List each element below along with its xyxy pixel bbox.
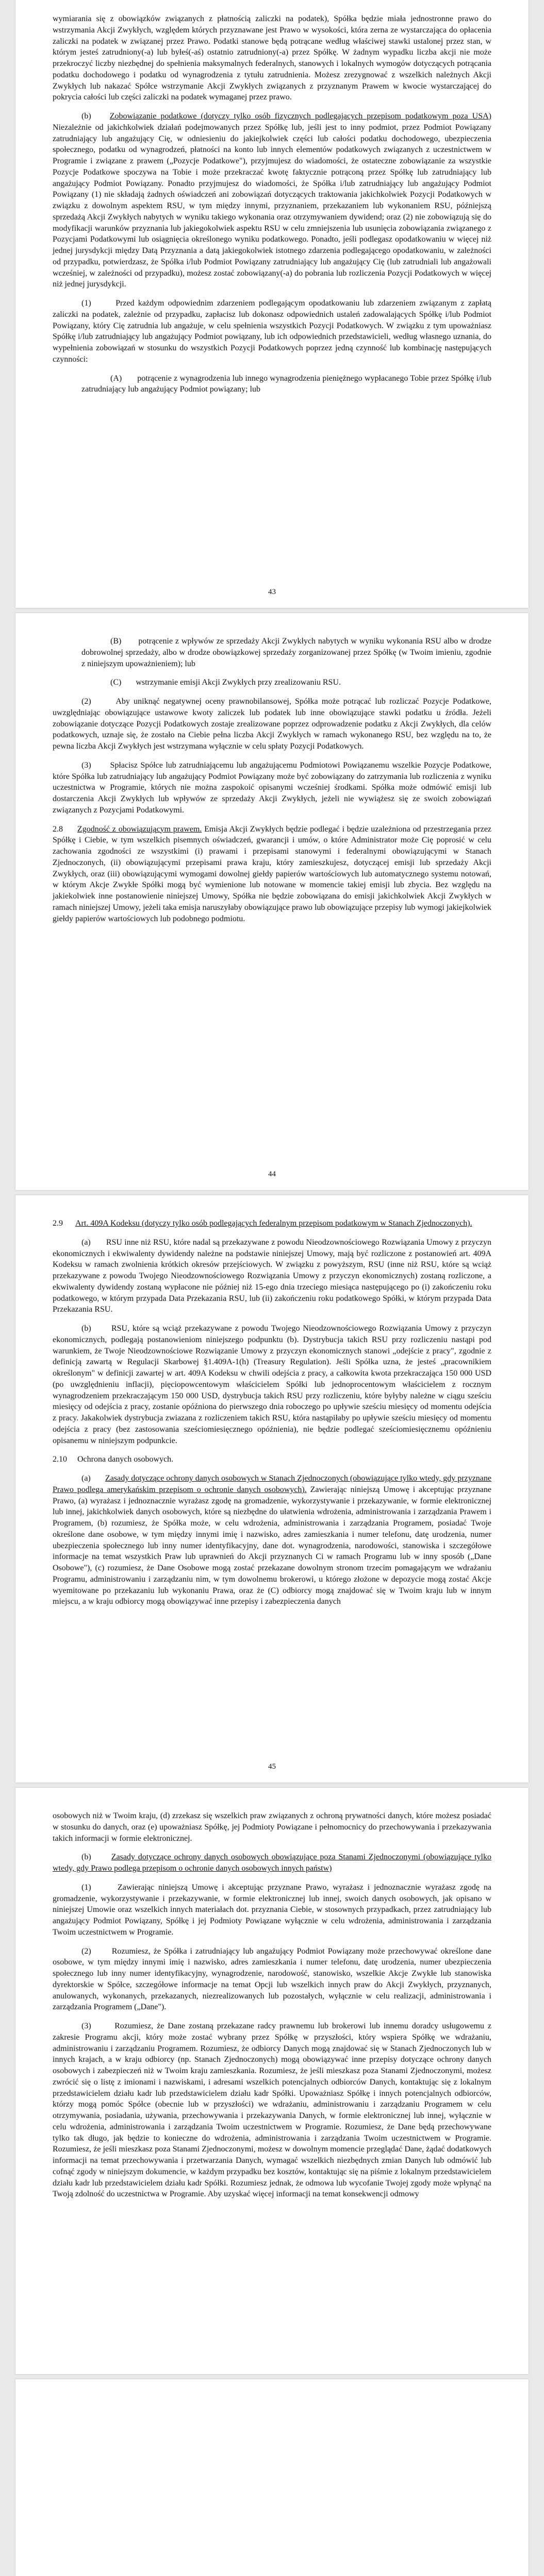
paragraph-withholding-continued: wymiarania się z obowiązków związanych z płatnością zaliczki na podatek), Spółka będzie miała jednostronne prawo do wstrzymania Akcji Zwykłych, względem których przyznawane jest Prawo w wysokości, która zerna ze wystarczająca do opłacenia zaliczki na podatek w związanej przez Prawo. Podatki stanowe będą potrącane według właściwej stawki ustalonej przez stan, w którym jesteś zatrudniony(-a) lub byłeś(-aś) ostatnio zatrudniony(-a) przez Spółkę. W żadnym wypadku liczba akcji nie może przekroczyć liczby niezbędnej do spełnienia maksymalnych federalnych, stanowych i lokalnych wymogów dotyczących potrącania podatku dochodowego i podatku od wynagrodzenia z tytułu zatrudnienia. Możesz zrezygnować z wszelkich należnych Akcji Zwykłych lub nakazać Spółce wstrzymanie Akcji Zwykłych związanych z przyznanym Prawem w kwocie wystarczającej do pokrycia całości lub części zaliczki na podatek wymaganej przez prawo.	[53, 14, 491, 102]
paragraph-item-3	[53, 760, 491, 816]
item-label-b: (b)	[81, 112, 91, 121]
paragraph-tax-liability	[53, 111, 491, 290]
section-title-compliance: Zgodność z obowiązującym prawem.	[77, 824, 202, 834]
item-label-b: (b)	[81, 1853, 91, 1862]
document-page-43	[15, 0, 529, 608]
paragraph-text: wstrzymanie emisji Akcji Zwykłych przy zrealizowaniu RSU.	[136, 678, 341, 687]
paragraph-409a-b	[53, 1323, 491, 1446]
document-page-continuation	[15, 2379, 529, 2576]
page-number: 44	[268, 1170, 276, 1178]
section-title-non-us-data: Zasady dotyczące ochrony danych osobowych obowiązujące poza Stanami Zjednoczonymi (obowiązujące tylko wtedy, gdy Prawo podlega przepisom o ochronie danych osobowych innych państw)	[53, 1853, 491, 1873]
item-label-3: (3)	[81, 2022, 91, 2030]
section-2-8	[53, 824, 491, 925]
section-title-409a: Art. 409A Kodeksu (dotyczy tylko osób podlegających federalnym przepisom podatkowym w Stanach Zjednoczonych).	[75, 1219, 472, 1228]
paragraph-data-item-2	[53, 1946, 491, 2013]
paragraph-data-non-us-heading	[53, 1852, 491, 1874]
paragraph-item-C	[53, 677, 491, 688]
paragraph-data-us	[53, 1473, 491, 1607]
item-label-3: (3)	[81, 760, 91, 770]
section-number-2-9: 2.9	[53, 1219, 63, 1228]
item-label-b: (b)	[81, 1324, 91, 1333]
paragraph-item-A	[53, 373, 491, 396]
paragraph-text: Aby uniknąć negatywnej oceny prawnobilansowej, Spółka może potrącać lub rozliczać Pozycje Podatkowe, uwzględniając obowiązujące ustawowe kwoty zaliczek lub podatek lub inne obowiązujące stawki podatku u źródła. Jeżeli zobowiązanie dotyczące Pozycji Podatkowych zostaje zrealizowane poprzez odprowadzenie podatku z Akcji Zwykłych, dla celów podatkowych, uznaje się, że zostało na Ciebie pełna liczba Akcji Zwykłych w ramach wykonanego RSU, bez względu na to, że pewna liczba Akcji Zwykłych jest wstrzymana wyłącznie w celu spłaty Pozycji Podatkowych.	[53, 697, 492, 751]
paragraph-item-B	[53, 636, 491, 669]
item-label-A: (A)	[110, 374, 122, 383]
paragraph-text: potrącenie z wpływów ze sprzedaży Akcji Zwykłych nabytych w wyniku wykonania RSU albo w drodze dobrowolnej sprzedaży, albo w drodze obowiązkowej sprzedaży zorganizowanej przez Spółkę (w Twoim imieniu, zgodnie z niniejszym upoważnieniem); lub	[81, 637, 492, 668]
item-label-B: (B)	[110, 637, 122, 646]
paragraph-text: RSU, które są wciąż przekazywane z powodu Twojego Nieodzownościowego Rozwiązania Umowy z przyczyn ekonomicznych, podlegają postanowieniom niniejszego podpunktu (b). Dystrybucja takich RSU przy rozliczeniu nastąpi pod warunkiem, że Twoje Nieodzownościowe Rozwiązanie Umowy z przyczyn ekonomicznych stanowi „odejście z pracy", zgodnie z definicją zawartą w Regulacji Skarbowej §1.409A-1(h) (Treasury Regulation). Jeśli Spółka uzna, że jesteś „pracownikiem określonym" w definicji zawartej w art. 409A Kodeksu w chwili odejścia z pracy, a całkowita kwota przekraczająca 150 000 USD (po uwzględnieniu inflacji), pięciopowcentowym właścicielem Spółki lub jednoprocentowym właścicielem z rocznym wynagrodzeniem przekraczającym 150 000 USD, dystrybucja takich RSU przy rozliczeniu, które byłyby należne w ciągu sześciu miesięcy od odejścia z pracy, zostanie opóźniona do pierwszego dnia roboczego po upływie sześciu miesięcy od momentu odejścia z pracy. Jakakolwiek dystrybucja zwiazana z rozliczeniem takich RSU, która nastąpiłaby po upływie sześciu miesięcy od momentu odejścia z pracy (bez zastosowania sześciomiesięcznego opóźnienia), nie będzie podlegać sześciomiesięcznemu opóźnieniu opisanemu w niniejszym podpunkcie.	[53, 1324, 491, 1445]
item-label-1: (1)	[81, 1883, 91, 1892]
section-2-9-heading	[53, 1218, 491, 1229]
paragraph-text: Emisja Akcji Zwykłych będzie podlegać i będzie uzależniona od przestrzegania przez Spółkę i Ciebie, w tym wszelkich pisemnych oświadczeń, gwarancji i umów, o które Administrator może Cię poprosić w celu zachowania zgodności ze wszystkimi (i) prawami i przepisami stanowymi i federalnymi obowiązującymi w Stanach Zjednoczonych, (ii) obowiązującymi przepisami prawa kraju, który zamieszkujesz, dotyczącej emisji lub sprzedaży Akcji Zwykłych, oraz (iii) obowiązującymi wymogami dowolnej giełdy papierów wartościowych lub automatycznego systemu notowań, w którym Akcje Zwykłe Spółki mogą być wymienione lub notowane w momencie takiej emisji lub zbycia. Bez względu na jakiekolwiek inne postanowienie niniejszej Umowy, Spółka nie będzie zobowiązana do emisji jakichkolwiek Akcji Zwykłych w ramach niniejszej Umowy, jeżeli taka emisja naruszyłaby obowiązujące prawo lub obowiązujące przepisy lub wymogi jakiejkolwiek giełdy papierów wartościowych lub podobnego podmiotu.	[53, 824, 492, 923]
section-number-2-8: 2.8	[53, 824, 63, 834]
paragraph-text: Niezależnie od jakichkolwiek działań podejmowanych przez Spółkę lub, jeśli jest to inny podmiot, przez Podmiot Powiązany zatrudniający lub angażujący Cię, w odniesieniu do jakiejkolwiek części lub całości podatku dochodowego, ubezpieczenia społecznego, podatku od wynagrodzeń, płatności na konto lub innych elementów podatkowych związanych z uczestnictwem w Programie i związane z prawem („Pozycje Podatkowe"), przyjmujesz do wiadomości, że ostateczne zobowiązanie za wszystkie Pozycje Podatkowe spoczywa na Tobie i może przekraczać kwotę faktycznie potrąconą przez Spółkę lub zatrudniający lub angażujący Podmiot Powiązany. Ponadto przyjmujesz do wiadomości, że Spółka i/lub zatrudniający lub angażujący Podmiot Powiązany (1) nie składają żadnych oświadczeń ani zobowiązań dotyczących traktowania jakichkolwiek Pozycji Podatkowych w związku z dowolnym aspektem RSU, w tym między innymi, przyznaniem, przekazaniem lub wykonaniem RSU, późniejszą sprzedażą Akcji Zwykłych nabytych w wyniku takiego wykonania oraz otrzymywaniem dywidend; oraz (2) nie zobowiązują się do modyfikacji warunków przyznania lub jakiegokolwiek aspektu RSU w celu zmniejszenia lub usunięcia zobowiązania związanego z Pozycjami Podatkowymi lub osiągnięcia określonego wyniku podatkowego. Ponadto, jeśli podlegasz opodatkowaniu w więcej niż jednej jurysdykcji między Datą Przyznania a datą jakiegokolwiek istotnego zdarzenia podlegającego opodatkowaniu, w zależności od przypadku, potwierdzasz, że Spółka i/lub Podmiot Powiązany zatrudniający lub angażujący Cię (lub zatrudniali lub angażowali wcześniej, w zależności od przypadku), możesz zostać zobowiązany(-a) do pobrania lub rozliczenia Pozycji Podatkowych w więcej niż jednej jurysdykcji.	[53, 123, 491, 289]
section-number-2-10: 2.10	[53, 1455, 67, 1464]
item-label-a: (a)	[81, 1474, 91, 1483]
paragraph-item-2	[53, 696, 491, 752]
paragraph-text: potrącenie z wynagrodzenia lub innego wynagrodzenia pieniężnego wypłacanego Tobie przez Spółkę i/lub zatrudniający lub angażujący Podmiot powiązany; lub	[81, 374, 492, 394]
item-label-2: (2)	[81, 697, 91, 706]
section-2-10-heading	[53, 1454, 491, 1465]
document-page-46	[15, 1788, 529, 2374]
paragraph-409a-a	[53, 1237, 491, 1315]
page-number: 45	[268, 1762, 276, 1771]
page-number: 43	[268, 588, 276, 596]
paragraph-text: RSU inne niż RSU, które nadal są przekazywane z powodu Nieodzownościowego Rozwiązania Umowy z przyczyn ekonomicznych i ekwiwalenty dywidendy należne na podstawie niniejszej Umowy, mają być rozliczone z postanowień art. 409A Kodeksu w ramach zwolnienia krótkich okresów przejściowych. W związku z powyższym, RSU (inne niż RSU, które są wciąż przekazywane z powodu Twojego Nieodzownościowego Rozwiązania Umowy z przyczyn ekonomicznych) zostaną rozliczone, a ekwiwalenty dywidendy zostaną wypłacone nie później niż 15-ego dnia trzeciego miesiąca następującego po (i) zakończeniu roku podatkowego, w którym przypada Data Przekazania RSU, lub (ii) zakończeniu roku podatkowego Spółki, w którym przypada Data Przekazania RSU.	[53, 1238, 492, 1314]
paragraph-text: Przed każdym odpowiednim zdarzeniem podlegającym opodatkowaniu lub zdarzeniem związanym z zapłatą zaliczki na podatek, zależnie od przypadku, zapłacisz lub dokonasz odpowiednich ustaleń zadowalających Spółkę i/lub Podmiot Powiązany, który Cię zatrudnia lub angażuje, w celu spełnienia wszystkich Pozycji Podatkowych. W związku z tym upoważniasz Spółkę i/lub zatrudniający lub angażujący Podmiot powiązany, lub ich odpowiednich przedstawicieli, według własnego uznania, do wypełnienia zobowiązań w stosunku do wszystkich Pozycji Podatkowych poprzez jedną czynność lub kombinację następujących czynności:	[53, 299, 492, 364]
paragraph-data-item-3	[53, 2021, 491, 2200]
paragraph-text: Zawierając niniejszą Umowę i akceptując przyznane Prawo, wyrażasz i jednoznacznie wyrażasz zgodę na gromadzenie, wykorzystywanie i przekazywanie, w formie elektronicznej lub innej, swoich danych osobowych, jak opisano w niniejszej Umowie oraz wszelkich innych materiałach dot. przyznania Ciebie, w stosownych przypadkach, przez zatrudniający lub angażujący Podmiot Powiązany, Spółkę i jej Podmioty Powiązane wyłącznie w celu wdrożenia, administrowania i zarządzania Twoim uczestnictwem w Programie.	[53, 1883, 491, 1937]
section-title-data-protection: Ochrona danych osobowych.	[77, 1455, 174, 1464]
item-label-a: (a)	[81, 1238, 91, 1247]
document-page-45	[15, 1195, 529, 1783]
item-label-1: (1)	[81, 299, 91, 308]
item-label-2: (2)	[81, 1946, 91, 1956]
paragraph-item-1	[53, 298, 491, 365]
section-title-us-data: Zasady dotyczące ochrony danych osobowych w Stanach Zjednoczonych (obowiązujące tylko wtedy, gdy przyznane Prawo podlega amerykańskim przepisom o ochronie danych osobowych).	[53, 1474, 492, 1494]
paragraph-text: Spłacisz Spółce lub zatrudniającemu lub angażującemu Podmiotowi Powiązanemu wszelkie Pozycje Podatkowe, które Spółka lub zatrudniający lub angażujący Podmiot Powiązany może być zobowiązany do zatrzymania lub rozliczenia z wyniku uczestnictwa w Programie, których nie można zaspokoić opisanymi wcześniej środkami. Spółka może odmówić emisji lub dostarczenia Akcji Zwykłych lub wpływów ze sprzedaży Akcji Zwykłych, jeżeli nie wywiążesz się ze swoich zobowiązań związanych z Pozycjami Podatkowymi.	[53, 760, 492, 815]
paragraph-data-us-continued: osobowych niż w Twoim kraju, (d) zrzekasz się wszelkich praw związanych z ochroną prywatności danych, które możesz posiadać w stosunku do danych, oraz (e) upoważniasz Spółkę, jej Podmioty Powiązane i pełnomocnicy do przechowywania i przekazywania takich informacji w formie elektronicznej.	[53, 1811, 491, 1843]
paragraph-text: Rozumiesz, że Dane zostaną przekazane radcy prawnemu lub brokerowi lub innemu doradcy usługowemu z zakresie Programu akcji, który może zostać wybrany przez Spółkę w przyszłości, który wspiera Spółkę we wdrażaniu, administrowaniu i zarządzaniu Programem. Rozumiesz, że odbiorcy Danych mogą znajdować się w Stanach Zjednoczonych lub w innych krajach, a w kraju odbiorcy (np. Stanach Zjednoczonych) mogą obowiązywać inne przepisy dotyczące ochrony danych osobowych i zabezpieczeń niż w Twoim kraju zamieszkania. Rozumiesz, że jeśli mieszkasz poza Stanami Zjednoczonymi, możesz zwrócić się o listę z imionami i nazwiskami, i adresami wszelkich potencjalnych odbiorców Danych, kontaktując się z lokalnym przedstawicielem działu kadr lub przedstawicielem działu kadr Spółki. Upoważniasz Spółkę i innych potencjalnych odbiorców, którzy mogą pomóc Spółce (obecnie lub w przyszłości) we wdrażaniu, administrowaniu i zarządzaniu Programem w celu otrzymywania, posiadania, używania, przechowywania i przekazywania Danych, w formie elektronicznej lub innej, wyłącznie w celu wdrożenia, administrowania i zarządzania Twoim uczestnictwem w Programie. Rozumiesz, że Dane będą przechowywane tylko tak długo, jak będzie to konieczne do wdrożenia, administrowania i zarządzania Twoim uczestnictwem w Programie. Rozumiesz, że jeśli mieszkasz poza Stanami Zjednoczonymi, możesz w dowolnym momencie przeglądać Dane, żądać dodatkowych informacji na temat przechowywania i przetwarzania Danych, wymagać wszelkich niezbędnych zmian Danych lub odmówić lub cofnąć zgody w niniejszym dokumencie, w każdym przypadku bez kosztów, kontaktując się na piśmie z lokalnym przedstawicielem działu kadr lub przedstawicielem działu kadr Spółki. Rozumiesz jednak, że odmowa lub wycofanie Twojej zgody może wpłynąć na Twoją zdolność do uczestnictwa w Programie. Aby uzyskać więcej informacji na temat konsekwencji odmowy	[53, 2022, 492, 2199]
document-page-44	[15, 613, 529, 1190]
paragraph-data-item-1	[53, 1882, 491, 1938]
paragraph-text: Zawierając niniejszą Umowę i akceptując przyznane Prawo, (a) wyrażasz i jednoznacznie wyrażasz zgodę na gromadzenie, wykorzystywanie i przekazywanie, w formie elektronicznej lub innej, jakichkolwiek danych osobowych, które są niezbędne do ułatwienia wdrożenia, administrowania i zarządzania Prawem i Programem, (b) rozumiesz, że Spółka może, w celu wdrożenia, administrowania i zarządzania Programem, posiadać Twoje określone dane osobowe, w tym między innymi imię i nazwisko, adres zamieszkania i numer telefonu, datę urodzenia, numer ubezpieczenia społecznego lub inny numer identyfikacyjny, dane dot. wynagrodzenia, narodowości, stanowiska i szczegółowe informacje na temat wszystkich Praw lub uprawnień do Akcji przyznanych Ci w ramach Programu lub w inny sposób („Dane Osobowe"), (c) rozumiesz, że Dane Osobowe mogą zostać przekazane dowolnym stronom trzecim pomagającym we wdrażaniu Programu, administrowaniu i zarządzaniu nim, w tym dowolnemu brokerowi, u którego złożone w depozycie mogą zostać Akcje wyemitowane po przekazaniu lub wykonaniu Prawa, oraz że (C) odbiorcy mogą znajdować się w Twoim kraju lub w innym miejscu, a w kraju odbiorcy mogą obowiązywać inne przepisy i zabezpieczenia danych	[53, 1485, 492, 1606]
section-title-tax-liability: Zobowiązanie podatkowe (dotyczy tylko osób fizycznych podlegających przepisom podatkowym poza USA)	[109, 112, 491, 121]
item-label-C: (C)	[110, 678, 122, 687]
paragraph-text: Rozumiesz, że Spółka i zatrudniający lub angażujący Podmiot Powiązany może przechowywać określone dane osobowe, w tym między innymi imię i nazwisko, adres zamieszkania i numer telefonu, datę urodzenia, numer ubezpieczenia społecznego lub inny numer identyfikacyjny, wynagrodzenie, narodowość, stanowisko, wszelkie Akcje Zwykłe lub stanowiska dyrektorskie w Spółce, szczegółowe informacje na temat Opcji lub wszelkich innych praw do Akcji Zwykłych, przyznanych, anulowanych, wykonanych, przekazanych, niezrealizowanych lub pozostałych, wyłącznie w celu realizacji, administrowania i zarządzania Programem („Dane").	[53, 1946, 491, 2012]
